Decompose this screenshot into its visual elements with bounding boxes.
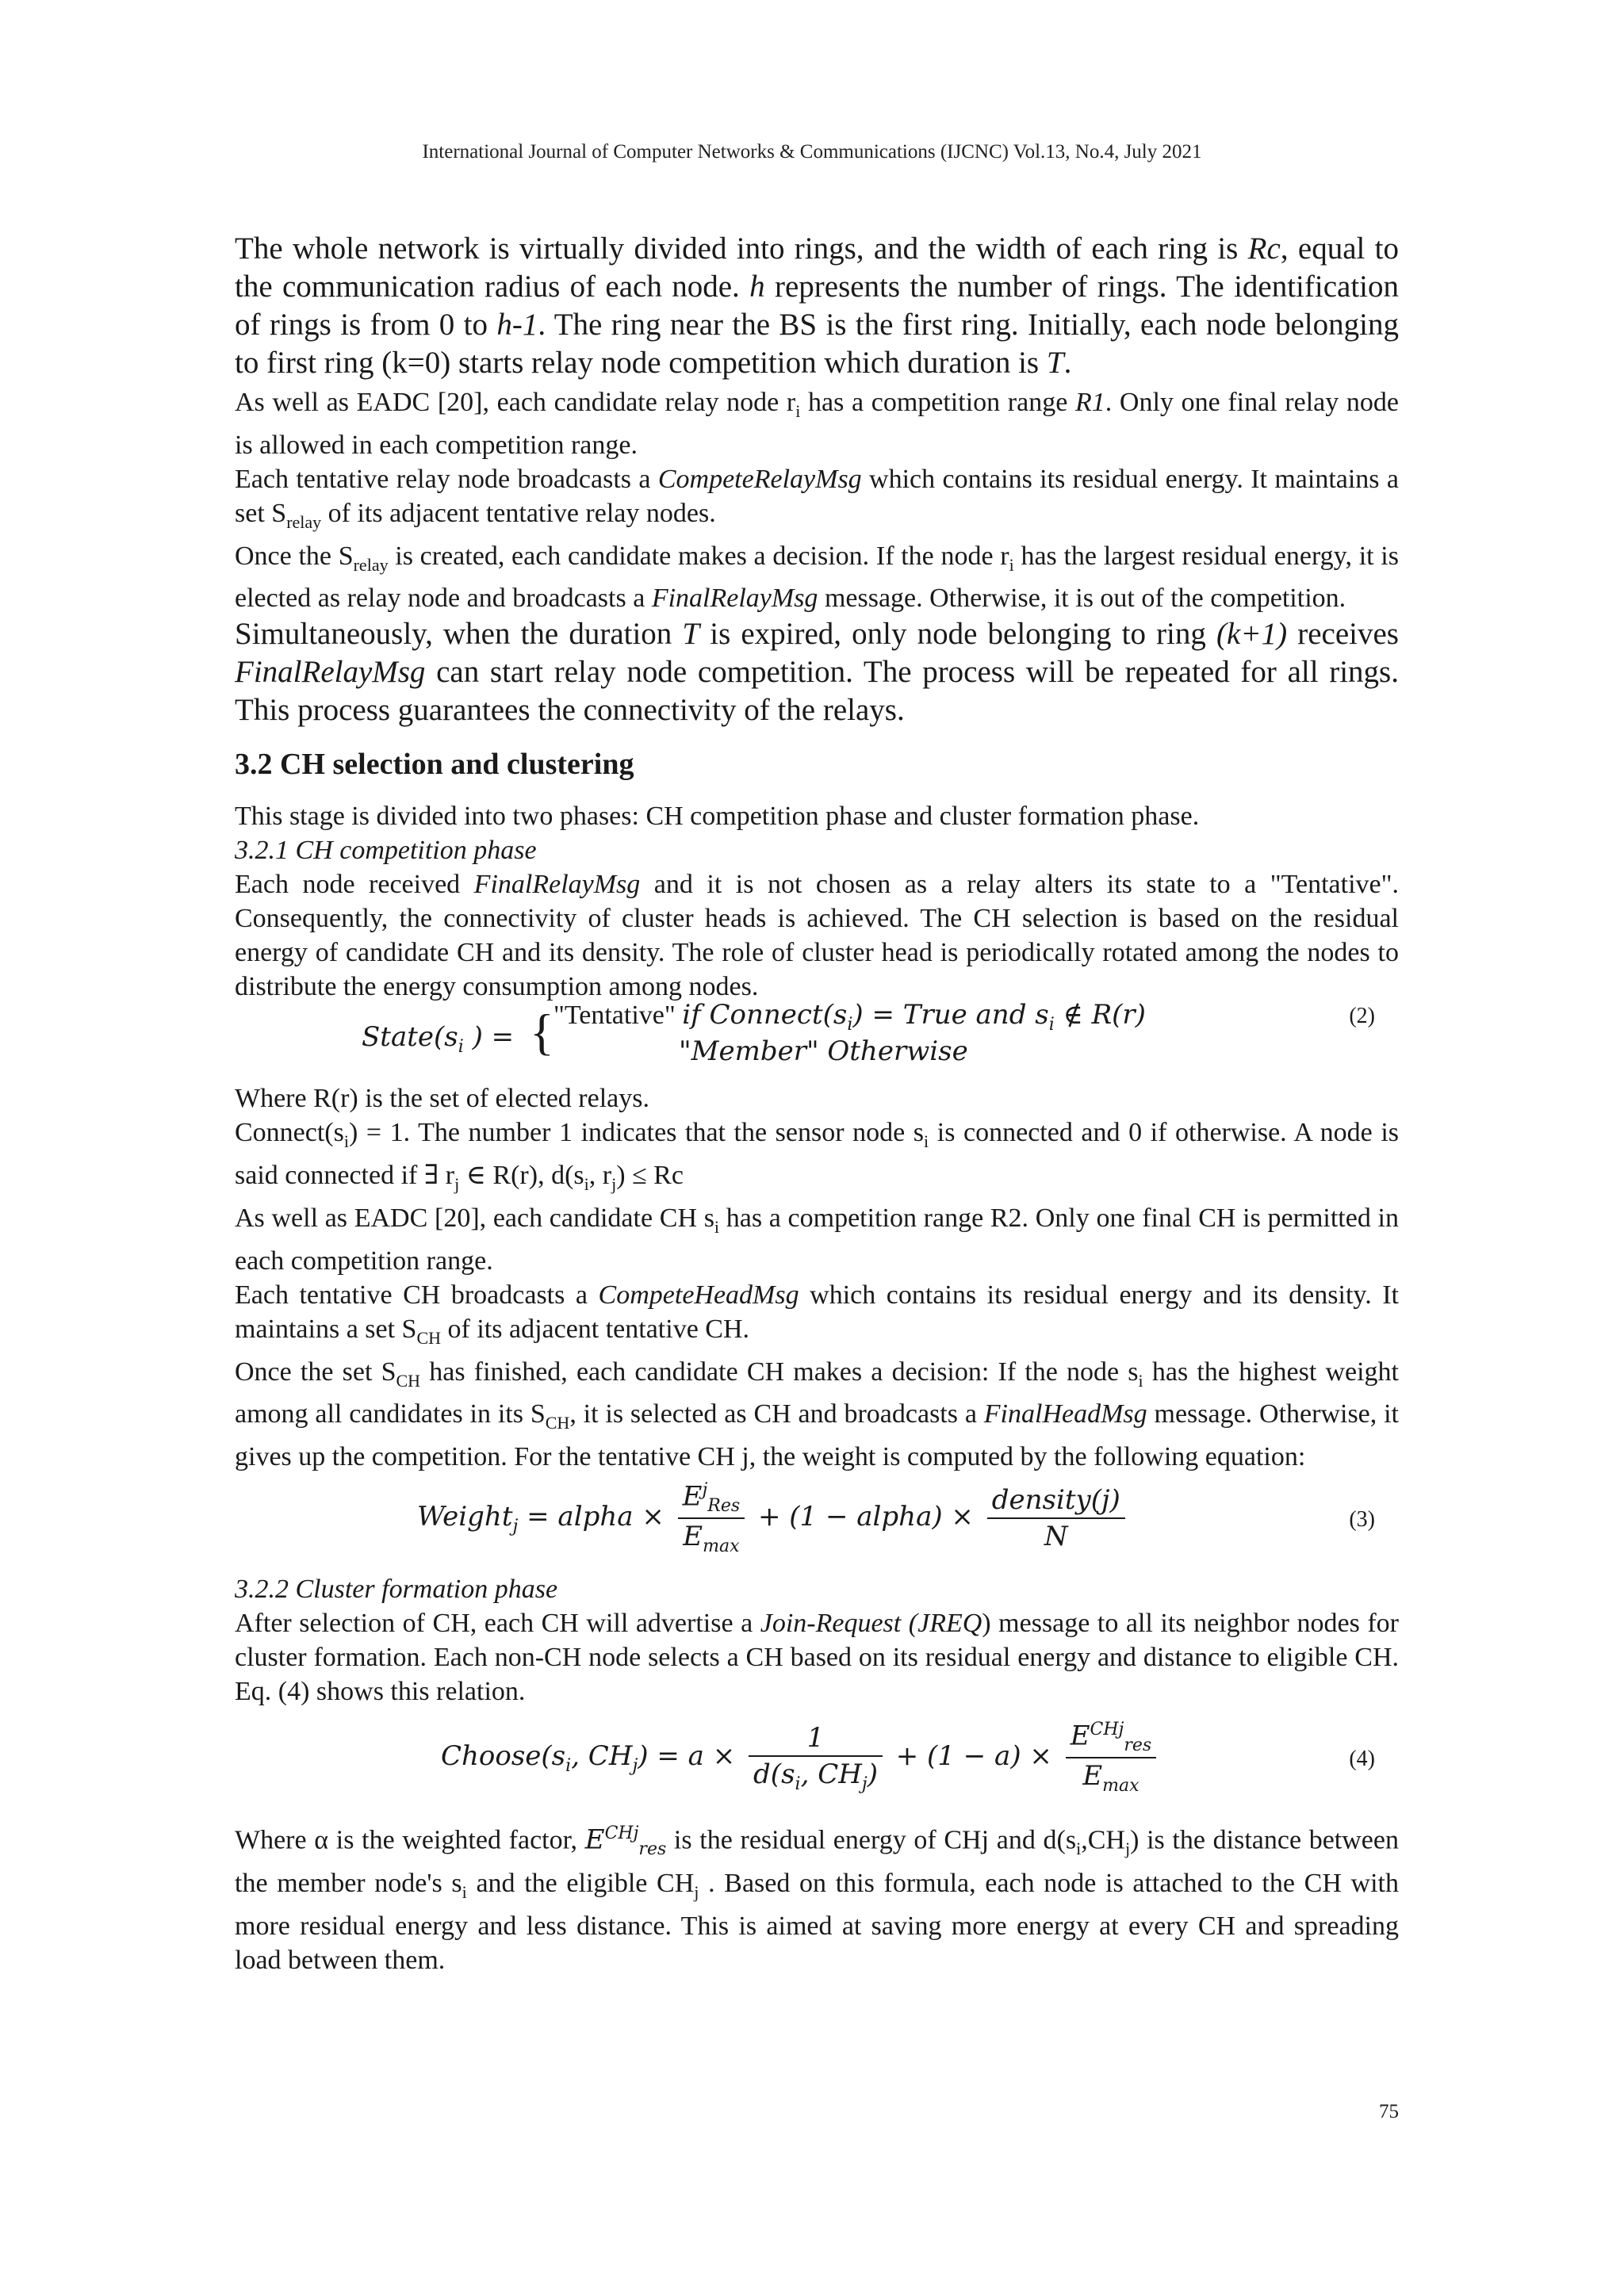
text: ∉ R(r): [1054, 999, 1146, 1031]
subscript: i: [462, 1882, 467, 1903]
text: + (1 − alpha) ×: [749, 1501, 982, 1533]
subscript: i: [795, 1774, 801, 1794]
text: ∈ R(r), d(s: [459, 1161, 584, 1191]
text: of its adjacent tentative CH.: [441, 1314, 750, 1344]
text-italic: R1: [1074, 388, 1105, 417]
subscript: j: [632, 1755, 638, 1776]
text: E: [1082, 1760, 1103, 1793]
text: ,CH: [1081, 1825, 1125, 1855]
running-header: International Journal of Computer Networks & Communications (IJCNC) Vol.13, No.4, July 2021: [422, 141, 1202, 163]
text: is expired, only node belonging to ring: [699, 617, 1217, 652]
text: and it is not chosen as a relay alters its state to a "Tentative". Consequently, the connectivity of cluster heads is achieved. The CH selection is based on the residual energy of candidate CH and its density. The role of cluster head is periodically rotated among the nodes to distribute the energy consumption among nodes.: [235, 870, 1399, 1002]
text: Choose(s: [441, 1740, 566, 1773]
text-italic: h: [749, 270, 765, 304]
text-italic: T: [682, 617, 700, 652]
text: = alpha ×: [518, 1501, 673, 1533]
fraction-residual-energy: [1066, 1720, 1157, 1796]
paragraph-relay-range: [235, 385, 1399, 462]
text: is created, each candidate makes a decision. If the node r: [388, 541, 1009, 571]
paragraph-tentative-state: [235, 867, 1399, 1004]
subscript: j: [454, 1173, 460, 1194]
superscript: CHj: [604, 1823, 639, 1844]
text: , r: [588, 1161, 612, 1191]
text: d(s: [753, 1758, 795, 1790]
text: has a competition range R2. Only one final CH is permitted in each competition range.: [235, 1203, 1399, 1276]
equation-2: [235, 999, 1399, 1077]
text: . Only one final relay node is allowed in each competition range.: [235, 388, 1399, 460]
paragraph-join-request: [235, 1606, 1399, 1709]
paragraph-relay-broadcast: [235, 462, 1399, 539]
subscript: i: [714, 1216, 720, 1237]
text: ) ≤ Rc: [616, 1161, 684, 1191]
text: . The ring near the BS is the first ring. Initially, each node belonging to first ring (k=0) starts relay node competition which duration is: [235, 308, 1399, 380]
subscript: max: [1102, 1776, 1139, 1797]
subscript: Res: [707, 1496, 741, 1517]
text-italic: FinalRelayMsg: [235, 655, 426, 690]
paragraph-ring-division: [235, 230, 1399, 382]
paragraph-relay-decision: [235, 539, 1399, 616]
text-italic: h-1: [496, 308, 538, 342]
text: , equal to the communication radius of each node.: [235, 232, 1399, 304]
text: ) = a ×: [638, 1740, 745, 1773]
subscript: j: [611, 1173, 617, 1194]
text: Each tentative relay node broadcasts a: [235, 464, 658, 494]
text: has the highest weight among all candidates in its S: [235, 1357, 1400, 1429]
subscript: i: [795, 400, 801, 421]
text: ): [867, 1758, 878, 1790]
text-italic: T: [1046, 346, 1064, 380]
text: , CH: [571, 1740, 633, 1773]
text: . Based on this formula, each node is attached to the CH with more residual energy and less distance. This is aimed at saving more energy at every CH and spreading load between them.: [235, 1869, 1399, 1976]
text: Simultaneously, when the duration: [235, 617, 683, 652]
text: After selection of CH, each CH will advertise a: [235, 1609, 760, 1639]
section-heading: 3.2 CH selection and clustering: [235, 748, 634, 782]
text: has the largest residual energy, it is elected as relay node and broadcasts a: [235, 541, 1399, 614]
superscript: CHj: [1090, 1720, 1124, 1740]
subscript: i: [584, 1173, 589, 1194]
equation-4-body: [441, 1720, 1161, 1796]
text: Once the set S: [235, 1357, 396, 1387]
text: , CH: [800, 1758, 862, 1790]
equation-2-case-1: [553, 999, 1146, 1035]
text: , it is selected as CH and broadcasts a: [569, 1399, 984, 1429]
text: which contains its residual energy. It maintains a set S: [235, 464, 1399, 528]
fraction-denominator: [678, 1519, 745, 1556]
fraction-denominator: N: [1044, 1521, 1068, 1553]
text: message. Otherwise, it is out of the competition.: [818, 584, 1346, 614]
subscript: i: [343, 1131, 349, 1152]
text-italic: E: [584, 1823, 605, 1856]
text: Once the S: [235, 541, 354, 571]
subscript: max: [703, 1536, 740, 1557]
text: of its adjacent tentative relay nodes.: [321, 498, 716, 528]
paragraph-phases: This stage is divided into two phases: CH competition phase and cluster formation phase.: [235, 802, 1200, 832]
text: Where α is the weighted factor,: [235, 1825, 585, 1855]
text: represents the number of rings. The identification of rings is from 0 to: [235, 270, 1400, 342]
paragraph-relay-set: Where R(r) is the set of elected relays.: [235, 1084, 649, 1114]
equation-number-3: (3): [1349, 1507, 1375, 1533]
text: E: [683, 1521, 703, 1553]
equation-3: [235, 1474, 1399, 1567]
page-number: 75: [1379, 2101, 1399, 2122]
subscript: j: [694, 1882, 699, 1903]
fraction-energy: [678, 1480, 745, 1556]
equation-number-4: (4): [1349, 1747, 1375, 1772]
text: which contains its residual energy and its density. It maintains a set S: [235, 1280, 1399, 1344]
fraction-density: [987, 1484, 1125, 1552]
subscript: res: [1124, 1735, 1152, 1756]
text: has a competition range: [800, 388, 1075, 417]
text: Connect(s: [235, 1118, 344, 1148]
fraction-denominator: [749, 1757, 883, 1794]
subscript: i: [847, 1015, 853, 1035]
text: As well as EADC [20], each candidate CH s: [235, 1203, 714, 1233]
text: The whole network is virtually divided into rings, and the width of each ring is: [235, 232, 1248, 266]
subsection-heading-formation: 3.2.2 Cluster formation phase: [235, 1575, 558, 1605]
subscript: i: [458, 1037, 464, 1058]
paragraph-ch-range: [235, 1201, 1399, 1278]
text: "Tentative": [553, 1001, 683, 1031]
text: can start relay node competition. The process will be repeated for all rings. This process guarantees the connectivity of the relays.: [235, 655, 1399, 728]
subscript: res: [638, 1839, 667, 1860]
text-italic: FinalHeadMsg: [983, 1399, 1147, 1429]
text: ) = True and s: [852, 999, 1049, 1031]
equation-2-case-2: "Member" Otherwise: [679, 1035, 968, 1068]
text: + (1 − a) ×: [887, 1740, 1061, 1773]
text: As well as EADC [20], each candidate relay node r: [235, 388, 796, 417]
left-brace: {: [530, 1004, 554, 1061]
text: E: [682, 1480, 703, 1513]
subscript: i: [1138, 1370, 1143, 1391]
subscript: relay: [286, 511, 322, 532]
equation-3-body: [417, 1480, 1130, 1556]
text: ) is the distance between the member node's s: [235, 1825, 1399, 1899]
text-italic: Rc: [1247, 232, 1281, 266]
fraction-numerator: [1066, 1720, 1157, 1758]
text: is connected and 0 if otherwise. A node is said connected if ∃ r: [235, 1118, 1399, 1191]
text: ) = 1. The number 1 indicates that the sensor node s: [348, 1118, 925, 1148]
subscript: CH: [396, 1370, 421, 1391]
fraction-numerator: density(j): [987, 1484, 1125, 1519]
subscript: j: [512, 1516, 519, 1536]
fraction-numerator: 1: [749, 1722, 883, 1757]
paragraph-ch-broadcast: [235, 1278, 1399, 1355]
subscript: i: [1076, 1839, 1082, 1859]
subscript: i: [1009, 554, 1014, 575]
text: ) message to all its neighbor nodes for cluster formation. Each non-CH node selects a CH based on its residual energy and distance to eligible CH. Eq. (4) shows this relation.: [235, 1609, 1399, 1707]
subsection-heading-competition: 3.2.1 CH competition phase: [235, 836, 537, 866]
text: and the eligible CH: [466, 1869, 695, 1899]
paragraph-ring-repeat: [235, 615, 1399, 729]
text: has finished, each candidate CH makes a decision: If the node s: [420, 1357, 1139, 1387]
text-italic: (k+1): [1216, 617, 1288, 652]
text: .: [1063, 346, 1072, 380]
text: Each tentative CH broadcasts a: [235, 1280, 599, 1310]
subscript: CH: [545, 1413, 570, 1433]
text-italic: Join-Request (JREQ: [760, 1609, 982, 1639]
subscript: CH: [416, 1327, 442, 1348]
paragraph-connect: [235, 1115, 1399, 1201]
equation-number-2: (2): [1349, 1004, 1375, 1029]
equation-4: [235, 1709, 1399, 1810]
subscript: i: [565, 1755, 572, 1776]
subscript: j: [861, 1774, 868, 1794]
text: message. Otherwise, it gives up the competition. For the tentative CH j, the weight is computed by the following equation:: [235, 1399, 1400, 1472]
text: Each node received: [235, 870, 474, 900]
text: ) =: [463, 1021, 515, 1054]
page-body: [235, 230, 1399, 1977]
text-italic: FinalRelayMsg: [651, 584, 818, 614]
paragraph-ch-decision: [235, 1355, 1399, 1475]
paragraph-weighted-factor: [235, 1816, 1399, 1977]
text-italic: CompeteRelayMsg: [657, 464, 862, 494]
equation-2-lhs: [362, 1021, 514, 1057]
text: receives: [1287, 617, 1399, 652]
subscript: relay: [353, 554, 389, 575]
text: Weight: [417, 1501, 513, 1533]
text-italic: CompeteHeadMsg: [598, 1280, 799, 1310]
text: is the residual energy of CHj and d(s: [666, 1825, 1077, 1855]
text: E: [1070, 1720, 1090, 1752]
subscript: j: [1124, 1839, 1131, 1859]
text: State(s: [362, 1021, 458, 1054]
fraction-denominator: [1066, 1758, 1157, 1796]
text-italic: FinalRelayMsg: [473, 870, 641, 900]
subscript: i: [1048, 1015, 1055, 1035]
fraction-distance: [749, 1722, 883, 1794]
subscript: i: [924, 1131, 929, 1152]
superscript: j: [702, 1480, 708, 1501]
fraction-numerator: [678, 1480, 745, 1519]
text: if Connect(s: [682, 999, 848, 1031]
